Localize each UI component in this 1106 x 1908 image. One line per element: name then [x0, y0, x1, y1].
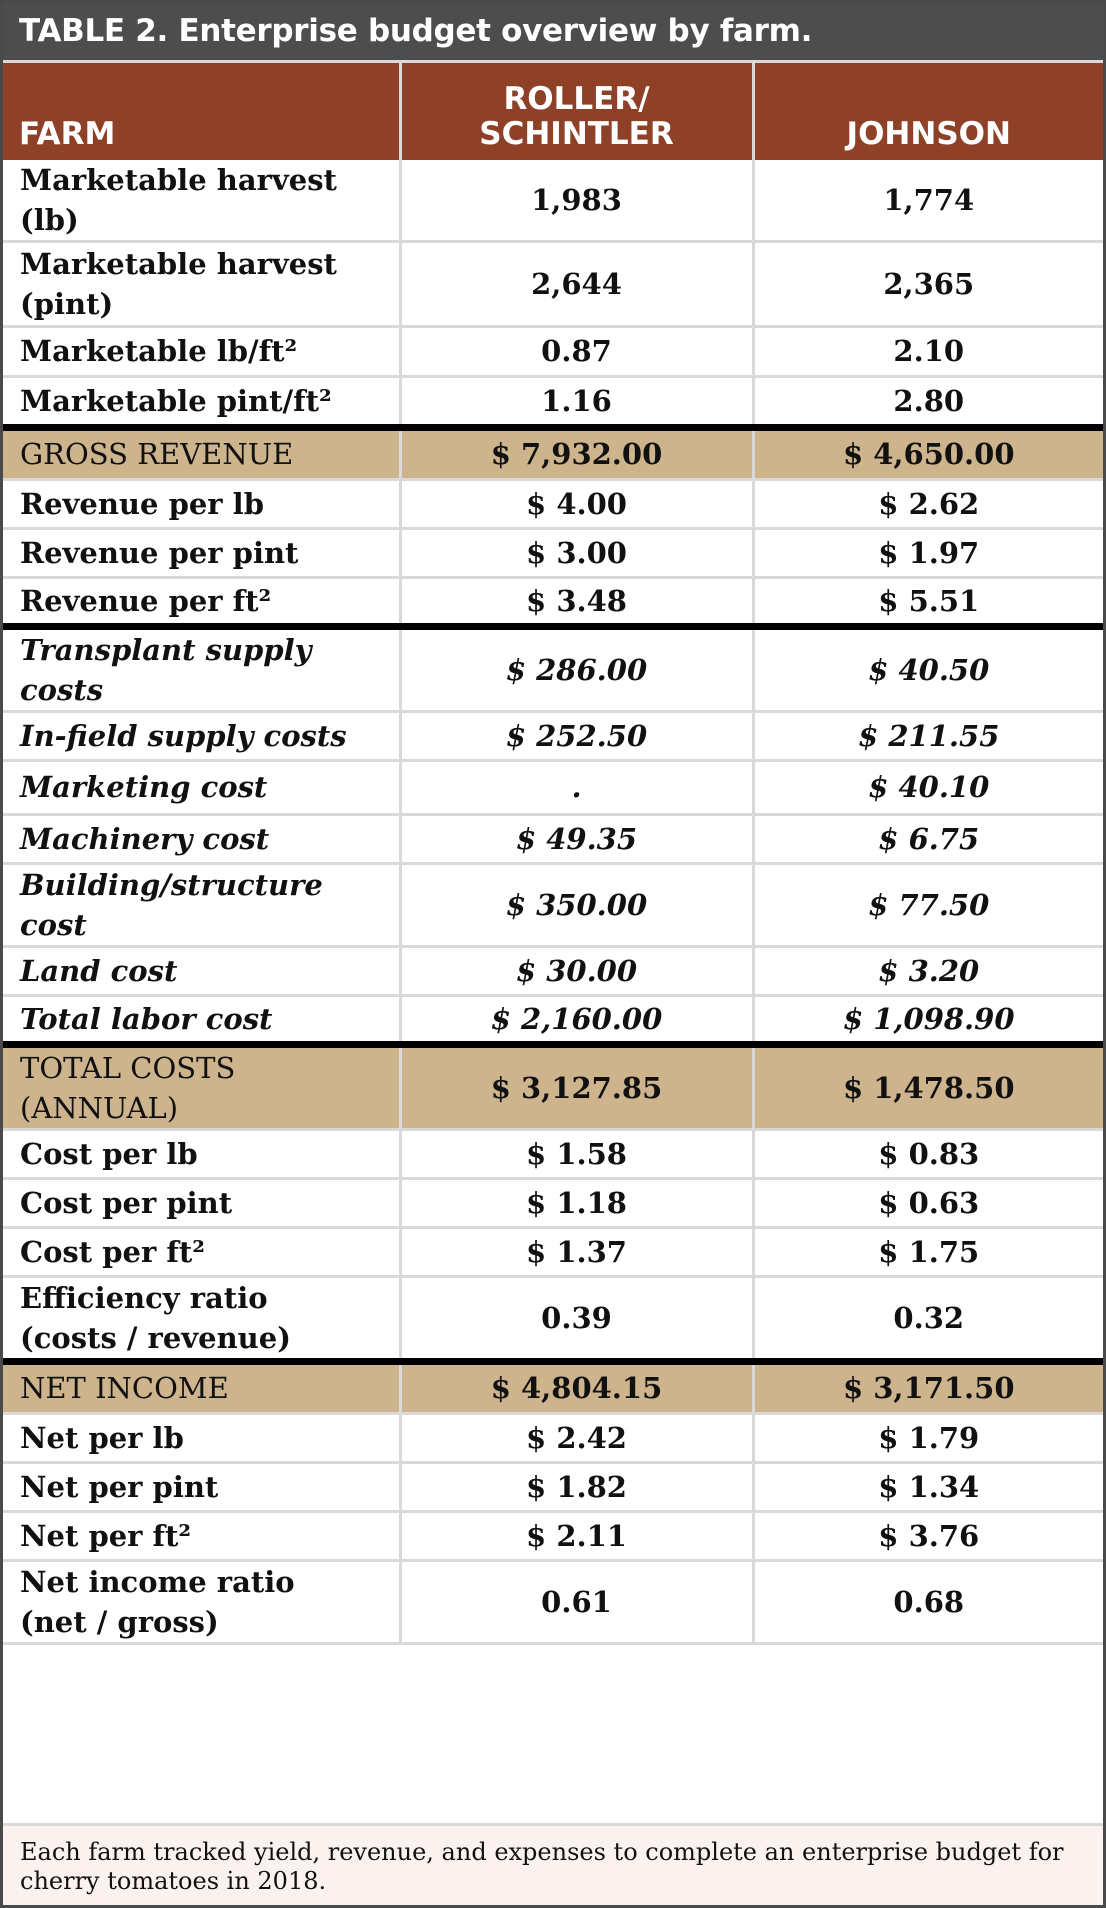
- value-roller-schintler: $ 3.00: [400, 528, 753, 577]
- value-johnson: $ 3.76: [753, 1511, 1103, 1560]
- row-label: [3, 479, 400, 528]
- footnote: Each farm tracked yield, revenue, and expenses to complete an enterprise budget for cherry tomatoes in 2018.: [3, 1823, 1103, 1905]
- row-label: [3, 995, 400, 1044]
- table-title: TABLE 2. Enterprise budget overview by farm.: [3, 3, 1103, 60]
- row-label: [3, 760, 400, 814]
- value-roller-schintler: $ 1.82: [400, 1462, 753, 1511]
- value-johnson: $ 1,478.50: [753, 1044, 1103, 1129]
- row-label: [3, 160, 400, 242]
- value-roller-schintler: $ 252.50: [400, 711, 753, 760]
- row-label: [3, 241, 400, 326]
- header-row: [3, 62, 1103, 160]
- row-label: [3, 711, 400, 760]
- row-label-line1: NET INCOME: [20, 1371, 229, 1405]
- value-johnson: 0.32: [753, 1276, 1103, 1361]
- table-row: [3, 1511, 1103, 1560]
- header-farm: FARM: [3, 62, 400, 160]
- row-label: [3, 1560, 400, 1643]
- value-johnson: $ 2.62: [753, 479, 1103, 528]
- row-label-line2: (ANNUAL): [20, 1090, 179, 1125]
- value-roller-schintler: $ 2.42: [400, 1413, 753, 1462]
- table-row: [3, 946, 1103, 995]
- row-label-line1: Marketable harvest: [20, 246, 337, 281]
- table-row: [3, 427, 1103, 479]
- row-label-line1: Net per ft²: [20, 1518, 192, 1553]
- row-label-line1: TOTAL COSTS: [20, 1050, 236, 1085]
- value-johnson: $ 6.75: [753, 814, 1103, 863]
- value-johnson: 2.10: [753, 326, 1103, 376]
- value-johnson: $ 3,171.50: [753, 1361, 1103, 1413]
- header-johnson: JOHNSON: [753, 62, 1103, 160]
- row-label-line1: Cost per lb: [20, 1136, 198, 1171]
- row-label-line1: Transplant supply costs: [20, 632, 312, 707]
- row-label-line1: Net per pint: [20, 1469, 219, 1504]
- row-label-line1: Revenue per ft²: [20, 583, 272, 618]
- row-label-line1: Land cost: [20, 953, 178, 988]
- row-label-line1: Revenue per pint: [20, 535, 299, 570]
- value-roller-schintler: 2,644: [400, 241, 753, 326]
- header-roller-line1: ROLLER/: [503, 80, 650, 117]
- value-roller-schintler: $ 350.00: [400, 863, 753, 946]
- row-label: [3, 528, 400, 577]
- table-row: [3, 479, 1103, 528]
- row-label: [3, 1276, 400, 1361]
- row-label-line2: (pint): [20, 286, 114, 321]
- value-johnson: $ 4,650.00: [753, 427, 1103, 479]
- value-roller-schintler: $ 4,804.15: [400, 1361, 753, 1413]
- value-roller-schintler: 0.39: [400, 1276, 753, 1361]
- row-label: [3, 1178, 400, 1227]
- budget-table: [3, 60, 1103, 1645]
- table-row: [3, 577, 1103, 626]
- value-johnson: 2,365: [753, 241, 1103, 326]
- row-label: [3, 1361, 400, 1413]
- value-johnson: $ 40.50: [753, 626, 1103, 711]
- row-label: [3, 427, 400, 479]
- value-johnson: $ 1.34: [753, 1462, 1103, 1511]
- row-label-line1: In-field supply costs: [20, 718, 347, 753]
- table-row: [3, 814, 1103, 863]
- row-label: [3, 1227, 400, 1276]
- row-label: [3, 376, 400, 427]
- table-body: [3, 160, 1103, 1644]
- value-roller-schintler: $ 2.11: [400, 1511, 753, 1560]
- table-row: [3, 1044, 1103, 1129]
- value-johnson: $ 1.79: [753, 1413, 1103, 1462]
- row-label: [3, 1413, 400, 1462]
- table-row: [3, 326, 1103, 376]
- row-label-line1: Marketing cost: [20, 770, 268, 804]
- value-roller-schintler: $ 49.35: [400, 814, 753, 863]
- header-roller-line2: SCHINTLER: [479, 115, 674, 152]
- value-johnson: $ 0.83: [753, 1129, 1103, 1178]
- row-label: [3, 626, 400, 711]
- table-row: [3, 241, 1103, 326]
- table-row: [3, 626, 1103, 711]
- table-row: [3, 1413, 1103, 1462]
- row-label-line2: (costs / revenue): [20, 1320, 291, 1355]
- value-roller-schintler: $ 7,932.00: [400, 427, 753, 479]
- value-johnson: $ 1,098.90: [753, 995, 1103, 1044]
- value-roller-schintler: $ 30.00: [400, 946, 753, 995]
- row-label-line1: Marketable harvest (lb): [20, 162, 337, 237]
- value-roller-schintler: 0.61: [400, 1560, 753, 1643]
- value-johnson: 2.80: [753, 376, 1103, 427]
- row-label-line1: Marketable pint/ft²: [20, 383, 332, 418]
- row-label: [3, 863, 400, 946]
- value-johnson: $ 1.97: [753, 528, 1103, 577]
- table-row: [3, 1178, 1103, 1227]
- row-label: [3, 1462, 400, 1511]
- value-roller-schintler: $ 3,127.85: [400, 1044, 753, 1129]
- value-johnson: $ 5.51: [753, 577, 1103, 626]
- header-roller-schintler: [400, 62, 753, 160]
- row-label-line1: Revenue per lb: [20, 486, 264, 521]
- row-label-line1: Net per lb: [20, 1420, 184, 1455]
- row-label-line1: Marketable lb/ft²: [20, 334, 298, 368]
- row-label-line2: (net / gross): [20, 1604, 219, 1639]
- table-row: [3, 160, 1103, 242]
- value-johnson: 1,774: [753, 160, 1103, 242]
- row-label: [3, 814, 400, 863]
- value-johnson: $ 1.75: [753, 1227, 1103, 1276]
- table-row: [3, 760, 1103, 814]
- value-roller-schintler: $ 1.18: [400, 1178, 753, 1227]
- table-row: [3, 863, 1103, 946]
- row-label-line1: Cost per ft²: [20, 1234, 205, 1269]
- value-roller-schintler: $ 1.37: [400, 1227, 753, 1276]
- table-row: [3, 1462, 1103, 1511]
- table-row: [3, 1227, 1103, 1276]
- row-label: [3, 577, 400, 626]
- value-roller-schintler: 1.16: [400, 376, 753, 427]
- value-roller-schintler: $ 2,160.00: [400, 995, 753, 1044]
- row-label-line1: Machinery cost: [20, 821, 270, 856]
- table-row: [3, 995, 1103, 1044]
- table-row: [3, 711, 1103, 760]
- table-row: [3, 1276, 1103, 1361]
- table-row: [3, 528, 1103, 577]
- row-label-line1: GROSS REVENUE: [20, 437, 294, 471]
- value-johnson: $ 77.50: [753, 863, 1103, 946]
- table-row: [3, 1560, 1103, 1643]
- value-johnson: $ 0.63: [753, 1178, 1103, 1227]
- table-row: [3, 376, 1103, 427]
- value-johnson: $ 211.55: [753, 711, 1103, 760]
- row-label-line1: Net income ratio: [20, 1564, 295, 1599]
- value-roller-schintler: .: [400, 760, 753, 814]
- value-roller-schintler: $ 3.48: [400, 577, 753, 626]
- value-johnson: 0.68: [753, 1560, 1103, 1643]
- row-label-line1: Total labor cost: [20, 1001, 273, 1036]
- row-label: [3, 1044, 400, 1129]
- table-row: [3, 1129, 1103, 1178]
- row-label: [3, 946, 400, 995]
- table-row: [3, 1361, 1103, 1413]
- value-roller-schintler: 1,983: [400, 160, 753, 242]
- row-label: [3, 326, 400, 376]
- value-johnson: $ 3.20: [753, 946, 1103, 995]
- row-label: [3, 1511, 400, 1560]
- row-label: [3, 1129, 400, 1178]
- row-label-line1: Cost per pint: [20, 1185, 233, 1220]
- row-label-line1: Efficiency ratio: [20, 1280, 268, 1315]
- value-roller-schintler: $ 1.58: [400, 1129, 753, 1178]
- value-johnson: $ 40.10: [753, 760, 1103, 814]
- value-roller-schintler: $ 4.00: [400, 479, 753, 528]
- value-roller-schintler: $ 286.00: [400, 626, 753, 711]
- value-roller-schintler: 0.87: [400, 326, 753, 376]
- row-label-line1: Building/structure cost: [20, 867, 323, 942]
